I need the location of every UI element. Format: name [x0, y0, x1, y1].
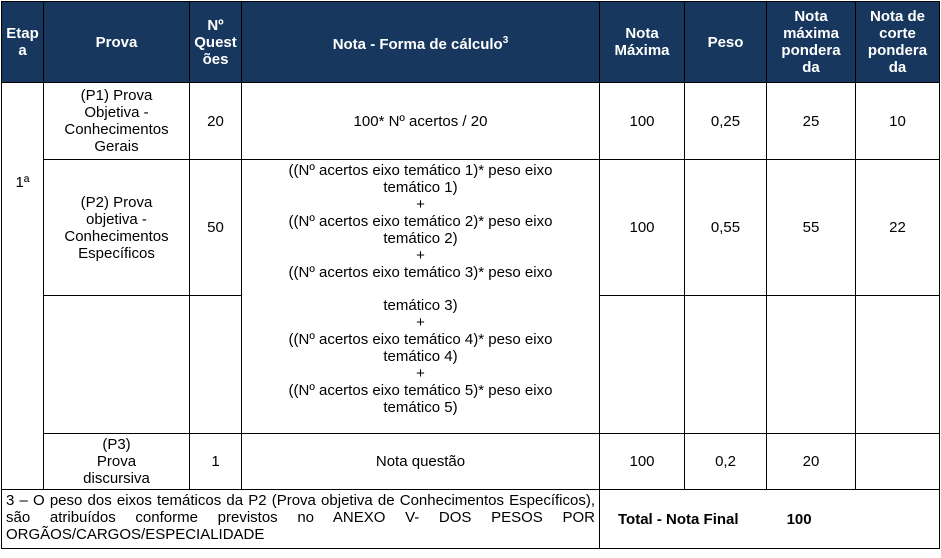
row-cont-prova	[43, 295, 190, 434]
prova-line: Conhecimentos	[64, 227, 169, 245]
row-p3-questoes	[189, 433, 242, 490]
row-p1-nota-corte	[855, 82, 940, 160]
etapa-cell-continued	[1, 291, 44, 434]
header-nmp-line: máxima	[783, 25, 839, 42]
row-p3-nota-max-ponderada	[766, 433, 856, 490]
row-cont-formula	[241, 295, 600, 434]
questoes-value: 1	[211, 453, 220, 470]
formula-line: ((Nº acertos eixo temático 2)* peso eixo	[288, 213, 553, 230]
row-p1-nota-max-ponderada	[766, 82, 856, 160]
header-nmp-line: da	[802, 59, 820, 76]
header-num-questoes	[189, 1, 242, 83]
header-etapa	[1, 1, 44, 83]
row-p3-nota-corte	[855, 433, 940, 490]
header-num-questoes-line: Nº	[207, 16, 224, 34]
header-ncp-line: corte	[879, 25, 916, 42]
formula-line: ((Nº acertos eixo temático 4)* peso eixo	[288, 331, 553, 348]
formula-line: temático 3)	[383, 297, 458, 314]
nota-max-ponderada-value: 25	[802, 112, 820, 130]
row-cont-nota-corte	[855, 295, 940, 434]
formula-line: temático 5)	[383, 399, 458, 416]
row-p3-formula	[241, 433, 600, 490]
prova-line: (P3)	[102, 436, 131, 453]
row-cont-questoes	[189, 295, 242, 434]
prova-line: Gerais	[94, 138, 139, 155]
nota-corte-value: 22	[889, 219, 906, 236]
header-ncp-line: Nota de	[869, 8, 925, 25]
formula-line: ((Nº acertos eixo temático 1)* peso eixo	[288, 162, 553, 179]
row-p2-nota-max-ponderada	[766, 159, 856, 296]
row-p3-prova	[43, 433, 190, 490]
row-p1-prova	[43, 82, 190, 160]
row-p2-peso	[684, 159, 767, 296]
prova-line: Objetiva -	[84, 104, 149, 121]
formula-line: +	[416, 314, 425, 331]
row-p2-nota-maxima	[599, 159, 685, 296]
prova-line: (P1) Prova	[80, 87, 153, 104]
header-etapa-line: Etap	[6, 25, 39, 42]
header-num-questoes-line: Quest	[194, 33, 237, 51]
formula-line: +	[416, 247, 425, 264]
total-cell	[599, 489, 940, 549]
row-p2-formula	[241, 159, 600, 296]
row-p3-nota-maxima	[599, 433, 685, 490]
prova-line: Prova	[96, 453, 137, 470]
formula-line: temático 1)	[383, 179, 458, 196]
header-nota-maxima-line: Nota	[625, 25, 659, 42]
header-nmp-line: pondera	[781, 42, 841, 59]
etapa-cell-end	[1, 433, 44, 490]
header-prova-label: Prova	[95, 33, 138, 51]
formula-line: +	[416, 365, 425, 382]
total-label: Total - Nota Final	[618, 510, 739, 528]
nota-maxima-value: 100	[629, 219, 655, 236]
header-nota-forma-calculo	[241, 1, 600, 83]
row-cont-nota-maxima	[599, 295, 685, 434]
row-cont-peso	[684, 295, 767, 434]
row-p2-questoes	[189, 159, 242, 296]
header-peso	[684, 1, 767, 83]
footnote-text: 3 – O peso dos eixos temáticos da P2 (Prova objetiva de Conhecimentos Específicos), são atribuídos conforme previstos no ANEXO V- DOS PESOS POR ORGÃOS/CARGOS/ESPECIALIDADE	[6, 492, 595, 543]
row-p3-peso	[684, 433, 767, 490]
questoes-value: 20	[207, 112, 224, 130]
nota-maxima-value: 100	[629, 112, 655, 130]
formula-line: +	[416, 196, 425, 213]
prova-line: (P2) Prova	[80, 193, 153, 211]
header-etapa-line: a	[18, 42, 27, 59]
row-p1-peso	[684, 82, 767, 160]
header-nota-corte-ponderada	[855, 1, 940, 83]
total-value: 100	[786, 510, 812, 528]
peso-value: 0,2	[715, 453, 736, 470]
formula-line: temático 2)	[383, 230, 458, 247]
header-nmp-line: Nota	[794, 8, 828, 25]
nota-maxima-value: 100	[629, 453, 655, 470]
row-p1-formula	[241, 82, 600, 160]
etapa-value: 1ª	[15, 174, 30, 191]
formula-line: Nota questão	[375, 453, 466, 470]
questoes-value: 50	[207, 219, 224, 236]
prova-line: Conhecimentos	[64, 121, 169, 138]
header-num-questoes-line: ões	[202, 50, 229, 68]
etapa-cell	[1, 82, 44, 292]
footnote-cell	[1, 489, 600, 549]
header-nota-maxima-line: Máxima	[614, 42, 670, 59]
nota-max-ponderada-value: 20	[802, 453, 820, 470]
nota-max-ponderada-value: 55	[802, 219, 820, 236]
prova-line: discursiva	[83, 470, 150, 487]
row-p2-prova	[43, 159, 190, 296]
prova-line: Específicos	[78, 244, 155, 262]
peso-value: 0,25	[710, 112, 741, 130]
formula-line: temático 4)	[383, 348, 458, 365]
row-p1-questoes	[189, 82, 242, 160]
header-prova	[43, 1, 190, 83]
formula-line: ((Nº acertos eixo temático 3)* peso eixo	[288, 264, 553, 281]
header-peso-label: Peso	[707, 33, 744, 51]
formula-line: ((Nº acertos eixo temático 5)* peso eixo	[288, 382, 553, 399]
nota-corte-value: 10	[889, 112, 906, 130]
row-p2-nota-corte	[855, 159, 940, 296]
header-nota-forma-label: Nota - Forma de cálculo	[332, 35, 503, 53]
peso-value: 0,55	[710, 219, 741, 236]
header-nota-maxima	[599, 1, 685, 83]
row-cont-nota-max-ponderada	[766, 295, 856, 434]
formula-line: 100* Nº acertos / 20	[353, 112, 488, 130]
footnote-marker: 3	[502, 34, 509, 46]
header-ncp-line: da	[888, 59, 907, 76]
header-nota-maxima-ponderada	[766, 1, 856, 83]
header-ncp-line: pondera	[867, 42, 928, 59]
prova-line: objetiva -	[86, 210, 147, 228]
row-p1-nota-maxima	[599, 82, 685, 160]
